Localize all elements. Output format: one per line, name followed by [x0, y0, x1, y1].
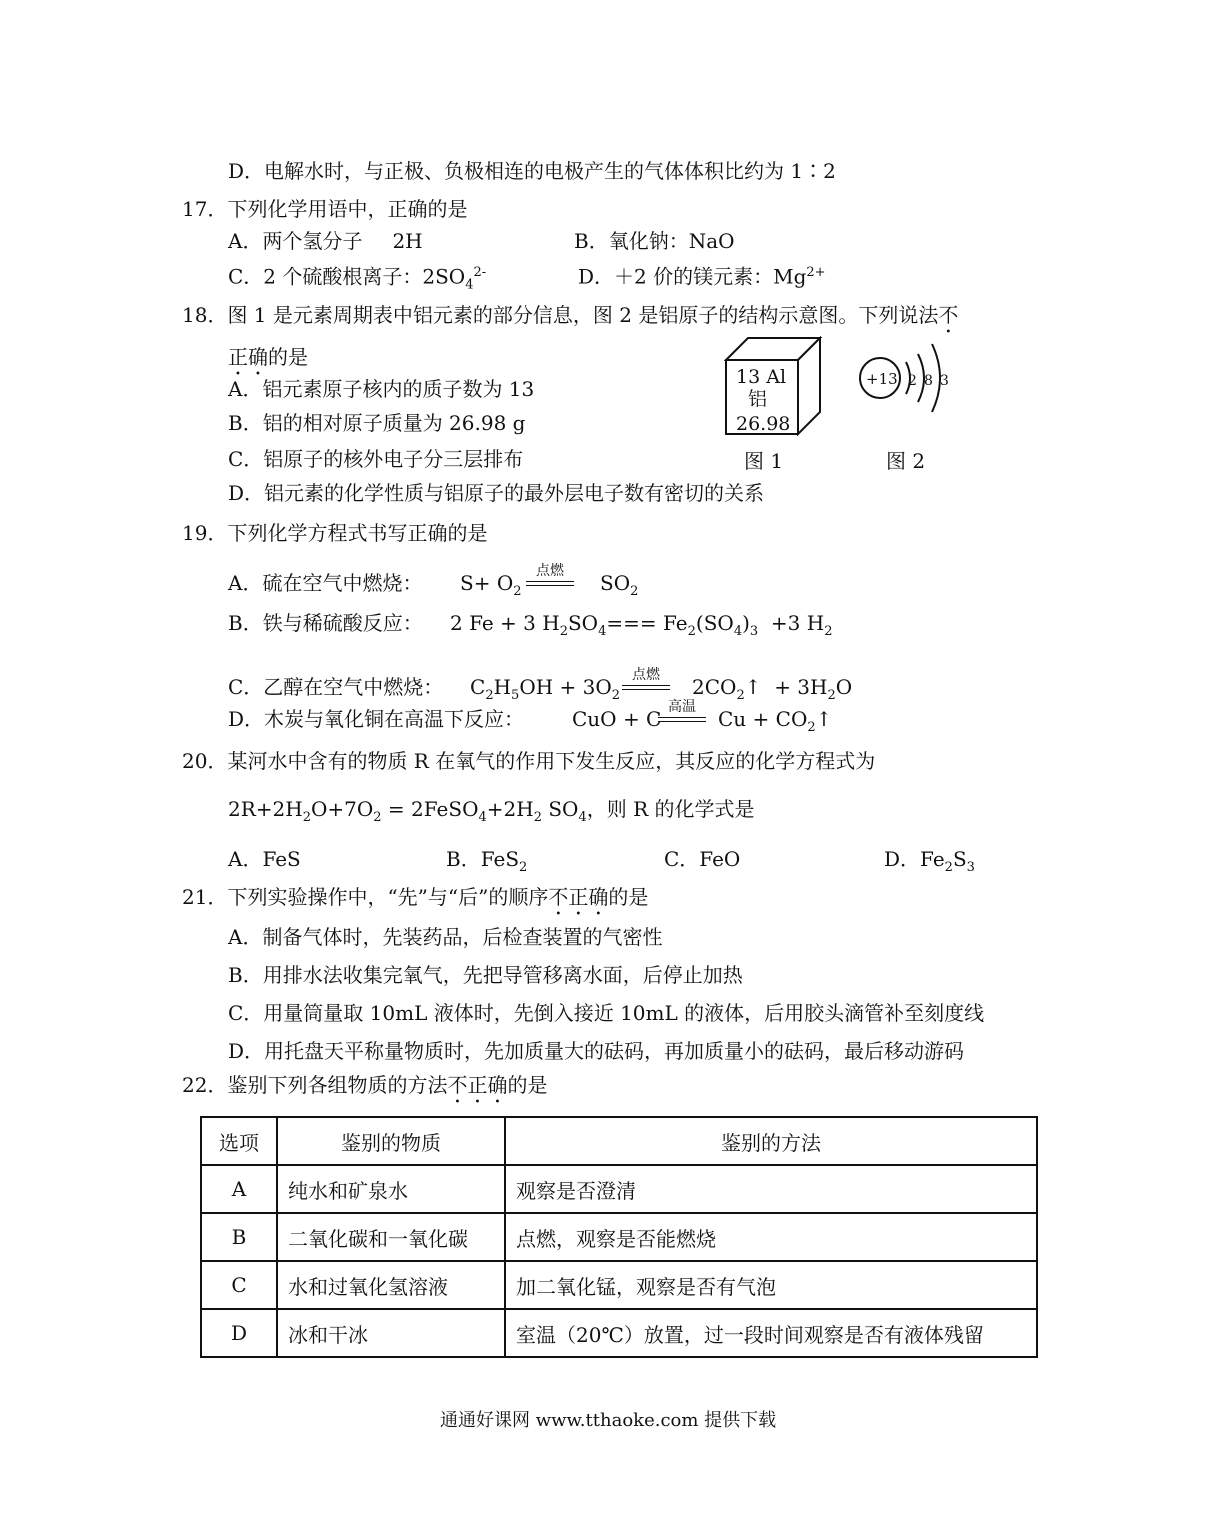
q18-option-b: B．铝的相对原子质量为 26.98 g	[228, 411, 526, 435]
q21-stem-post: 的是	[608, 885, 649, 909]
q17-a-label: A．两个氢分子	[228, 229, 363, 253]
q18-stem-cont	[228, 344, 308, 380]
fig1-name: 铝	[748, 388, 768, 410]
q20-tail: ，则 R 的化学式是	[586, 797, 755, 821]
q18-stem-text: 18．图 1 是元素周期表中铝元素的部分信息，图 2 是铝原子的结构示意图。下列说法	[182, 303, 939, 327]
fig1-mass: 26.98	[736, 413, 791, 435]
table-cell: 加二氧化锰，观察是否有气泡	[505, 1261, 1037, 1309]
table-row	[201, 1165, 1037, 1213]
q16-option-d: D．电解水时，与正极、负极相连的电极产生的气体体积比约为 1∶2	[228, 159, 836, 183]
fig2-shell-2: 8	[924, 373, 933, 389]
table-cell: 观察是否澄清	[505, 1165, 1037, 1213]
q20-option-d: D．$Fe_2S_3$	[884, 847, 975, 875]
table-header-cell: 选项	[201, 1117, 277, 1165]
q17-c-sub: 4	[465, 277, 474, 293]
q19-option-d-rhs: $Cu + CO_2↑$	[718, 707, 833, 735]
q18-stem2-text: 的是	[268, 345, 308, 369]
q22-stem-post: 的是	[507, 1073, 548, 1097]
q18-option-d: D．铝元素的化学性质与铝原子的最外层电子数有密切的关系	[228, 481, 765, 505]
fig2-caption: 图 2	[886, 449, 926, 473]
q18-option-a: A．铝元素原子核内的质子数为 13	[228, 377, 535, 401]
q17-c-text: C．2 个硫酸根离子：2SO	[228, 264, 466, 289]
q18-stem2-emph: 正确	[228, 345, 268, 369]
table-cell: 室温（20℃）放置，过一段时间观察是否有液体残留	[505, 1309, 1037, 1357]
q19-c-arrow	[622, 667, 670, 698]
table-header-row	[201, 1117, 1037, 1165]
q19-stem: 19．下列化学方程式书写正确的是	[182, 521, 488, 545]
q20-equation: $2R+2H_2O+7O_2$ = $2FeSO_4+2H_2$ $SO_4$，则 R 的化学式是	[228, 797, 755, 825]
table-cell: 冰和干冰	[277, 1309, 505, 1357]
q19-option-a-lhs: $S+ O_2$	[460, 571, 522, 599]
q21-stem-pre: 21．下列实验操作中，“先”与“后”的顺序	[182, 885, 549, 909]
fig2-nucleus: +13	[866, 370, 898, 388]
table-row	[201, 1309, 1037, 1357]
q22-table	[200, 1116, 1038, 1358]
q19-option-b-label: B．铁与稀硫酸反应：	[228, 611, 423, 635]
q19-option-a-rhs: $SO_2$	[600, 571, 639, 599]
q21-option-c: C．用量筒量取 10mL 液体时，先倒入接近 10mL 的液体，后用胶头滴管补至刻度线	[228, 1001, 985, 1025]
fig1-caption: 图 1	[744, 449, 784, 473]
q18-option-c: C．铝原子的核外电子分三层排布	[228, 447, 524, 471]
q19-option-d-lhs: CuO + C	[572, 707, 662, 731]
table-row	[201, 1261, 1037, 1309]
table-cell: D	[201, 1309, 277, 1357]
table-cell: A	[201, 1165, 277, 1213]
q22-stem	[182, 1072, 547, 1108]
q19-option-d-label: D．木炭与氧化铜在高温下反应：	[228, 707, 525, 731]
q18-stem	[182, 302, 958, 338]
q22-stem-pre: 22．鉴别下列各组物质的方法	[182, 1073, 448, 1097]
q21-option-a: A．制备气体时，先装药品，后检查装置的气密性	[228, 925, 663, 949]
q20-stem: 20．某河水中含有的物质 R 在氧气的作用下发生反应，其反应的化学方程式为	[182, 749, 876, 773]
q19-option-c-label: C．乙醇在空气中燃烧：	[228, 675, 444, 699]
q17-option-d	[578, 260, 826, 290]
table-cell: 二氧化碳和一氧化碳	[277, 1213, 505, 1261]
q20-d-label: D．Fe	[884, 847, 945, 871]
q18-stem-emph: 不	[938, 303, 959, 327]
q19-option-c-rhs: $2CO_2↑ + 3H_2O$	[692, 675, 853, 703]
page-footer: 通通好课网 www.tthaoke.com 提供下载	[440, 1410, 777, 1431]
q22-stem-emph: 不正确	[447, 1073, 508, 1097]
fig2-shell-1: 2	[908, 373, 917, 389]
table-header-cell: 鉴别的方法	[505, 1117, 1037, 1165]
table-cell: C	[201, 1261, 277, 1309]
q19-d-arrow	[658, 699, 706, 730]
q20-option-a: A．FeS	[228, 847, 301, 871]
table-cell: B	[201, 1213, 277, 1261]
table-cell: 纯水和矿泉水	[277, 1165, 505, 1213]
q20-option-c: C．FeO	[664, 847, 741, 871]
q19-a-cond: 点燃	[536, 563, 564, 579]
q17-option-a	[228, 228, 423, 254]
q19-a-arrow	[526, 563, 574, 594]
q19-option-c-lhs: $C_2H_5OH + 3O_2$	[470, 675, 621, 703]
q17-d-text: D．＋2 价的镁元素：Mg	[578, 264, 807, 289]
q17-a-formula: 2H	[392, 229, 423, 253]
q17-option-c	[228, 260, 486, 299]
table-header-cell: 鉴别的物质	[277, 1117, 505, 1165]
table-row	[201, 1213, 1037, 1261]
table-cell: 水和过氧化氢溶液	[277, 1261, 505, 1309]
q17-d-sup: 2+	[806, 265, 826, 280]
table-cell: 点燃，观察是否能燃烧	[505, 1213, 1037, 1261]
q17-stem: 17．下列化学用语中，正确的是	[182, 197, 468, 221]
q21-option-b: B．用排水法收集完氧气，先把导管移离水面，后停止加热	[228, 963, 743, 987]
q17-option-b: B．氧化钠：NaO	[574, 229, 735, 253]
fig2-shell-3: 3	[940, 373, 949, 389]
q21-stem-emph: 不正确	[548, 885, 609, 909]
q20-option-b: B．FeS$_2$	[446, 847, 528, 875]
q17-c-sup: 2-	[473, 265, 487, 280]
q19-option-a-label: A．硫在空气中燃烧：	[228, 571, 423, 595]
fig1-number-symbol: 13 Al	[736, 366, 787, 388]
q21-stem	[182, 884, 648, 920]
q21-option-d: D．用托盘天平称量物质时，先加质量大的砝码，再加质量小的砝码，最后移动游码	[228, 1039, 965, 1063]
q19-c-cond: 点燃	[632, 667, 660, 683]
q19-d-cond: 高温	[668, 699, 696, 715]
q19-option-b-eq: 2 Fe + 3 $H_2SO_4=== Fe_2(SO_4)_3 +3$ $H_2$	[450, 611, 833, 639]
